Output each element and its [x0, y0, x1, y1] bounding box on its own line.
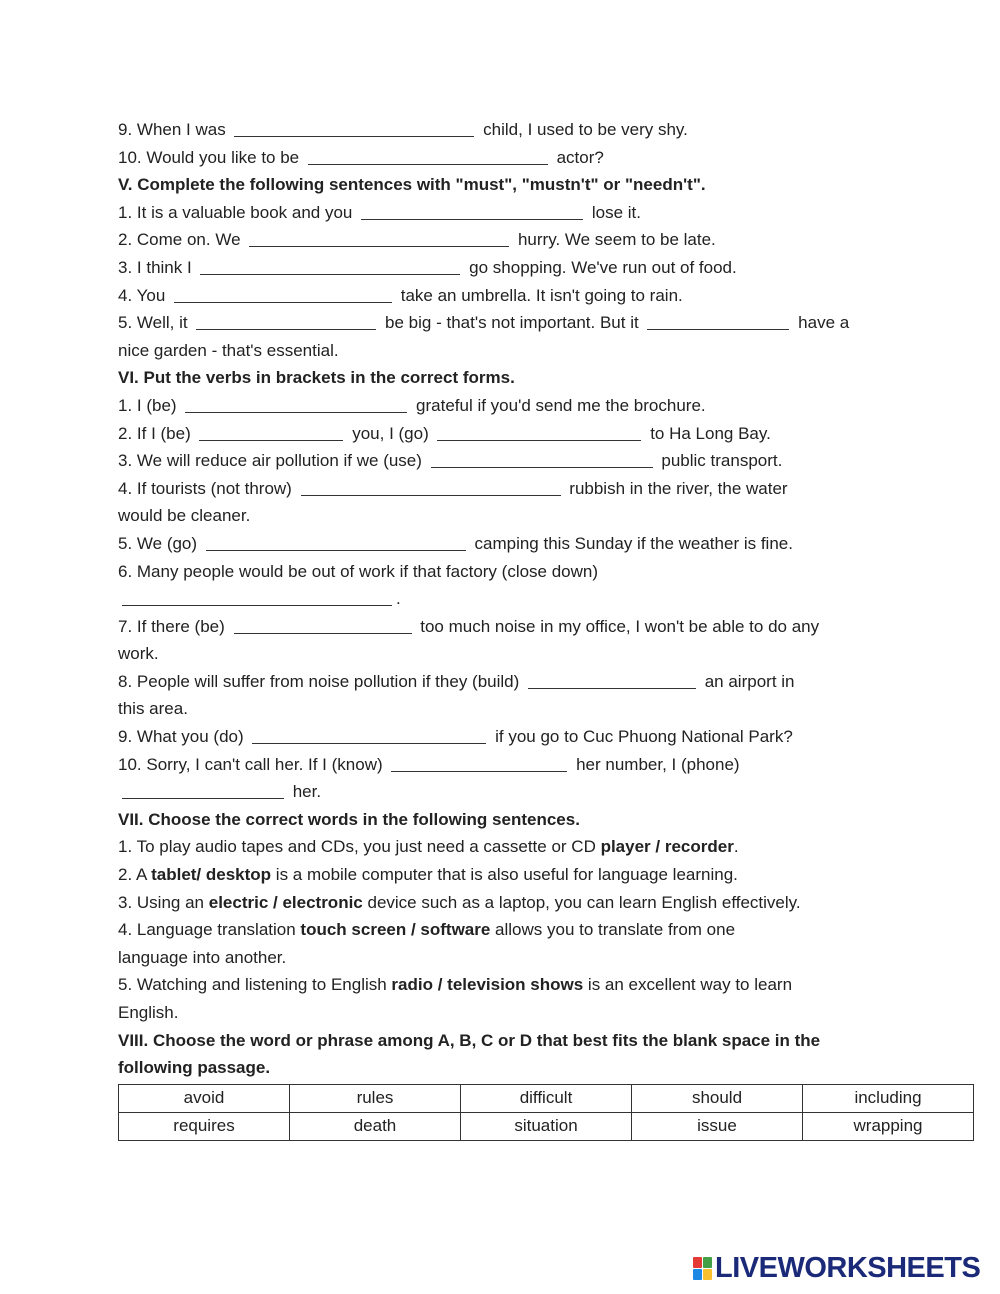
line-text: 4. If tourists (not throw): [118, 478, 297, 498]
line-text: public transport.: [656, 451, 783, 471]
answer-blank[interactable]: [200, 273, 460, 275]
line-text: 7. If there (be): [118, 616, 230, 636]
answer-blank[interactable]: [308, 163, 548, 165]
line-text: 3. We will reduce air pollution if we (use): [118, 451, 427, 471]
line-text: 1. It is a valuable book and you: [118, 202, 358, 222]
line-text: to Ha Long Bay.: [645, 423, 771, 443]
logo-mark-icon: [693, 1257, 712, 1280]
line-text: child, I used to be very shy.: [478, 120, 688, 139]
worksheet-line: [118, 392, 988, 420]
line-text: grateful if you'd send me the brochure.: [411, 395, 706, 415]
word-cell: including: [803, 1084, 974, 1112]
line-text: lose it.: [587, 202, 641, 222]
answer-blank[interactable]: [122, 797, 284, 799]
line-text: camping this Sunday if the weather is fine.: [469, 533, 793, 553]
answer-blank[interactable]: [252, 742, 486, 744]
worksheet-line: [118, 282, 988, 310]
worksheet-line: [118, 971, 988, 999]
answer-blank[interactable]: [196, 328, 376, 330]
worksheet-line: [118, 309, 988, 337]
logo-square: [703, 1257, 712, 1268]
worksheet-line: [118, 116, 988, 144]
line-text: nice garden - that's essential.: [118, 340, 339, 360]
line-text: take an umbrella. It isn't going to rain.: [396, 285, 683, 305]
line-text: 4. You: [118, 285, 171, 305]
answer-blank[interactable]: [199, 439, 343, 441]
worksheet-line: [118, 613, 988, 641]
section-heading: [118, 1054, 988, 1082]
choice-options: player / recorder: [600, 837, 734, 857]
worksheet-line: [118, 254, 988, 282]
worksheet-line: [118, 668, 988, 696]
answer-blank[interactable]: [437, 439, 641, 441]
answer-blank[interactable]: [234, 632, 412, 634]
section-heading: [118, 806, 988, 834]
line-text: 5. We (go): [118, 533, 202, 553]
worksheet-line: [118, 199, 988, 227]
worksheet-line: [118, 144, 988, 172]
worksheet-line: [118, 640, 988, 668]
line-text: 8. People will suffer from noise pollution if they (build): [118, 671, 524, 691]
line-text: 3. I think I: [118, 257, 197, 277]
logo-text: LIVEWORKSHEETS: [715, 1251, 981, 1284]
answer-blank[interactable]: [431, 466, 653, 468]
line-text: rubbish in the river, the water: [564, 478, 788, 498]
worksheet-line: [118, 833, 988, 861]
line-text: go shopping. We've run out of food.: [464, 257, 737, 277]
worksheet-line: [118, 889, 988, 917]
line-text: have a: [793, 313, 850, 333]
table-row: [119, 1084, 974, 1112]
worksheet-line: [118, 751, 988, 779]
worksheet-line: [118, 337, 988, 365]
worksheet-line: [118, 226, 988, 254]
line-text: work.: [118, 644, 159, 664]
worksheet-line: [118, 475, 988, 503]
line-text: this area.: [118, 699, 188, 719]
answer-blank[interactable]: [249, 245, 509, 247]
logo-square: [693, 1257, 702, 1268]
line-text: VII. Choose the correct words in the following sentences.: [118, 809, 580, 829]
answer-blank[interactable]: [185, 411, 407, 413]
word-cell: situation: [461, 1112, 632, 1140]
answer-blank[interactable]: [647, 328, 789, 330]
line-text: 10. Would you like to be: [118, 147, 304, 167]
line-text: 9. When I was: [118, 120, 231, 139]
choice-options: electric / electronic: [208, 892, 363, 912]
worksheet-line: [118, 558, 988, 586]
word-bank-table: [118, 1084, 974, 1141]
answer-blank[interactable]: [234, 135, 474, 137]
line-text: .: [396, 589, 401, 609]
worksheet-line: [118, 420, 988, 448]
line-text: would be cleaner.: [118, 506, 251, 526]
line-text: English.: [118, 1003, 179, 1022]
answer-blank[interactable]: [122, 604, 392, 606]
worksheet-line: [118, 695, 988, 723]
answer-blank[interactable]: [174, 301, 392, 303]
line-text: 1. I (be): [118, 395, 182, 415]
worksheet-line: [118, 585, 988, 613]
line-text: actor?: [551, 147, 604, 167]
worksheet-line: [118, 861, 988, 889]
line-text: be big - that's not important. But it: [380, 313, 644, 333]
section-heading: [118, 1027, 988, 1055]
worksheet-lines: [118, 116, 988, 1082]
line-text: following passage.: [118, 1058, 271, 1078]
worksheet-line: [118, 999, 988, 1027]
word-cell: rules: [290, 1084, 461, 1112]
line-text: an airport in: [700, 671, 795, 691]
worksheet-line: [118, 502, 988, 530]
worksheet-line: [118, 944, 988, 972]
section-heading: [118, 364, 988, 392]
line-text: too much noise in my office, I won't be able to do any: [415, 616, 820, 636]
word-cell: wrapping: [803, 1112, 974, 1140]
line-text: V. Complete the following sentences with "must", "mustn't" or "needn't".: [118, 175, 706, 195]
answer-blank[interactable]: [391, 770, 567, 772]
line-text: 1. To play audio tapes and CDs, you just need a cassette or CD: [118, 837, 601, 857]
liveworksheets-logo[interactable]: [693, 1252, 980, 1284]
word-cell: difficult: [461, 1084, 632, 1112]
worksheet-line: [118, 916, 988, 944]
line-text: if you go to Cuc Phuong National Park?: [490, 727, 793, 747]
line-text: hurry. We seem to be late.: [513, 230, 716, 250]
line-text: language into another.: [118, 947, 287, 967]
line-text: device such as a laptop, you can learn English effectively.: [362, 892, 801, 912]
choice-options: touch screen / software: [300, 920, 491, 940]
section-heading: [118, 171, 988, 199]
answer-blank[interactable]: [528, 687, 696, 689]
line-text: 5. Well, it: [118, 313, 193, 333]
worksheet-page: [118, 116, 988, 1141]
worksheet-line: [118, 723, 988, 751]
line-text: .: [733, 837, 739, 857]
choice-options: radio / television shows: [391, 975, 584, 995]
line-text: 4. Language translation: [118, 920, 301, 940]
line-text: 10. Sorry, I can't call her. If I (know): [118, 754, 388, 774]
word-cell: avoid: [119, 1084, 290, 1112]
word-cell: should: [632, 1084, 803, 1112]
word-cell: death: [290, 1112, 461, 1140]
line-text: 2. Come on. We: [118, 230, 246, 250]
worksheet-line: [118, 447, 988, 475]
answer-blank[interactable]: [361, 218, 583, 220]
choice-options: tablet/ desktop: [151, 865, 272, 885]
line-text: her.: [288, 782, 322, 802]
line-text: VI. Put the verbs in brackets in the correct forms.: [118, 368, 515, 388]
answer-blank[interactable]: [206, 549, 466, 551]
line-text: VIII. Choose the word or phrase among A, B, C or D that best fits the blank space in the: [118, 1030, 821, 1050]
line-text: 5. Watching and listening to English: [118, 975, 392, 995]
table-row: [119, 1112, 974, 1140]
word-cell: issue: [632, 1112, 803, 1140]
line-text: 9. What you (do): [118, 727, 249, 747]
line-text: allows you to translate from one: [490, 920, 736, 940]
logo-square: [693, 1269, 702, 1280]
line-text: 6. Many people would be out of work if that factory (close down): [118, 561, 599, 581]
word-cell: requires: [119, 1112, 290, 1140]
line-text: her number, I (phone): [571, 754, 740, 774]
line-text: 2. If I (be): [118, 423, 196, 443]
line-text: you, I (go): [347, 423, 434, 443]
logo-square: [703, 1269, 712, 1280]
answer-blank[interactable]: [301, 494, 561, 496]
worksheet-line: [118, 530, 988, 558]
line-text: is an excellent way to learn: [583, 975, 793, 995]
line-text: is a mobile computer that is also useful for language learning.: [271, 865, 738, 885]
line-text: 3. Using an: [118, 892, 209, 912]
worksheet-line: [118, 778, 988, 806]
line-text: 2. A: [118, 865, 152, 885]
